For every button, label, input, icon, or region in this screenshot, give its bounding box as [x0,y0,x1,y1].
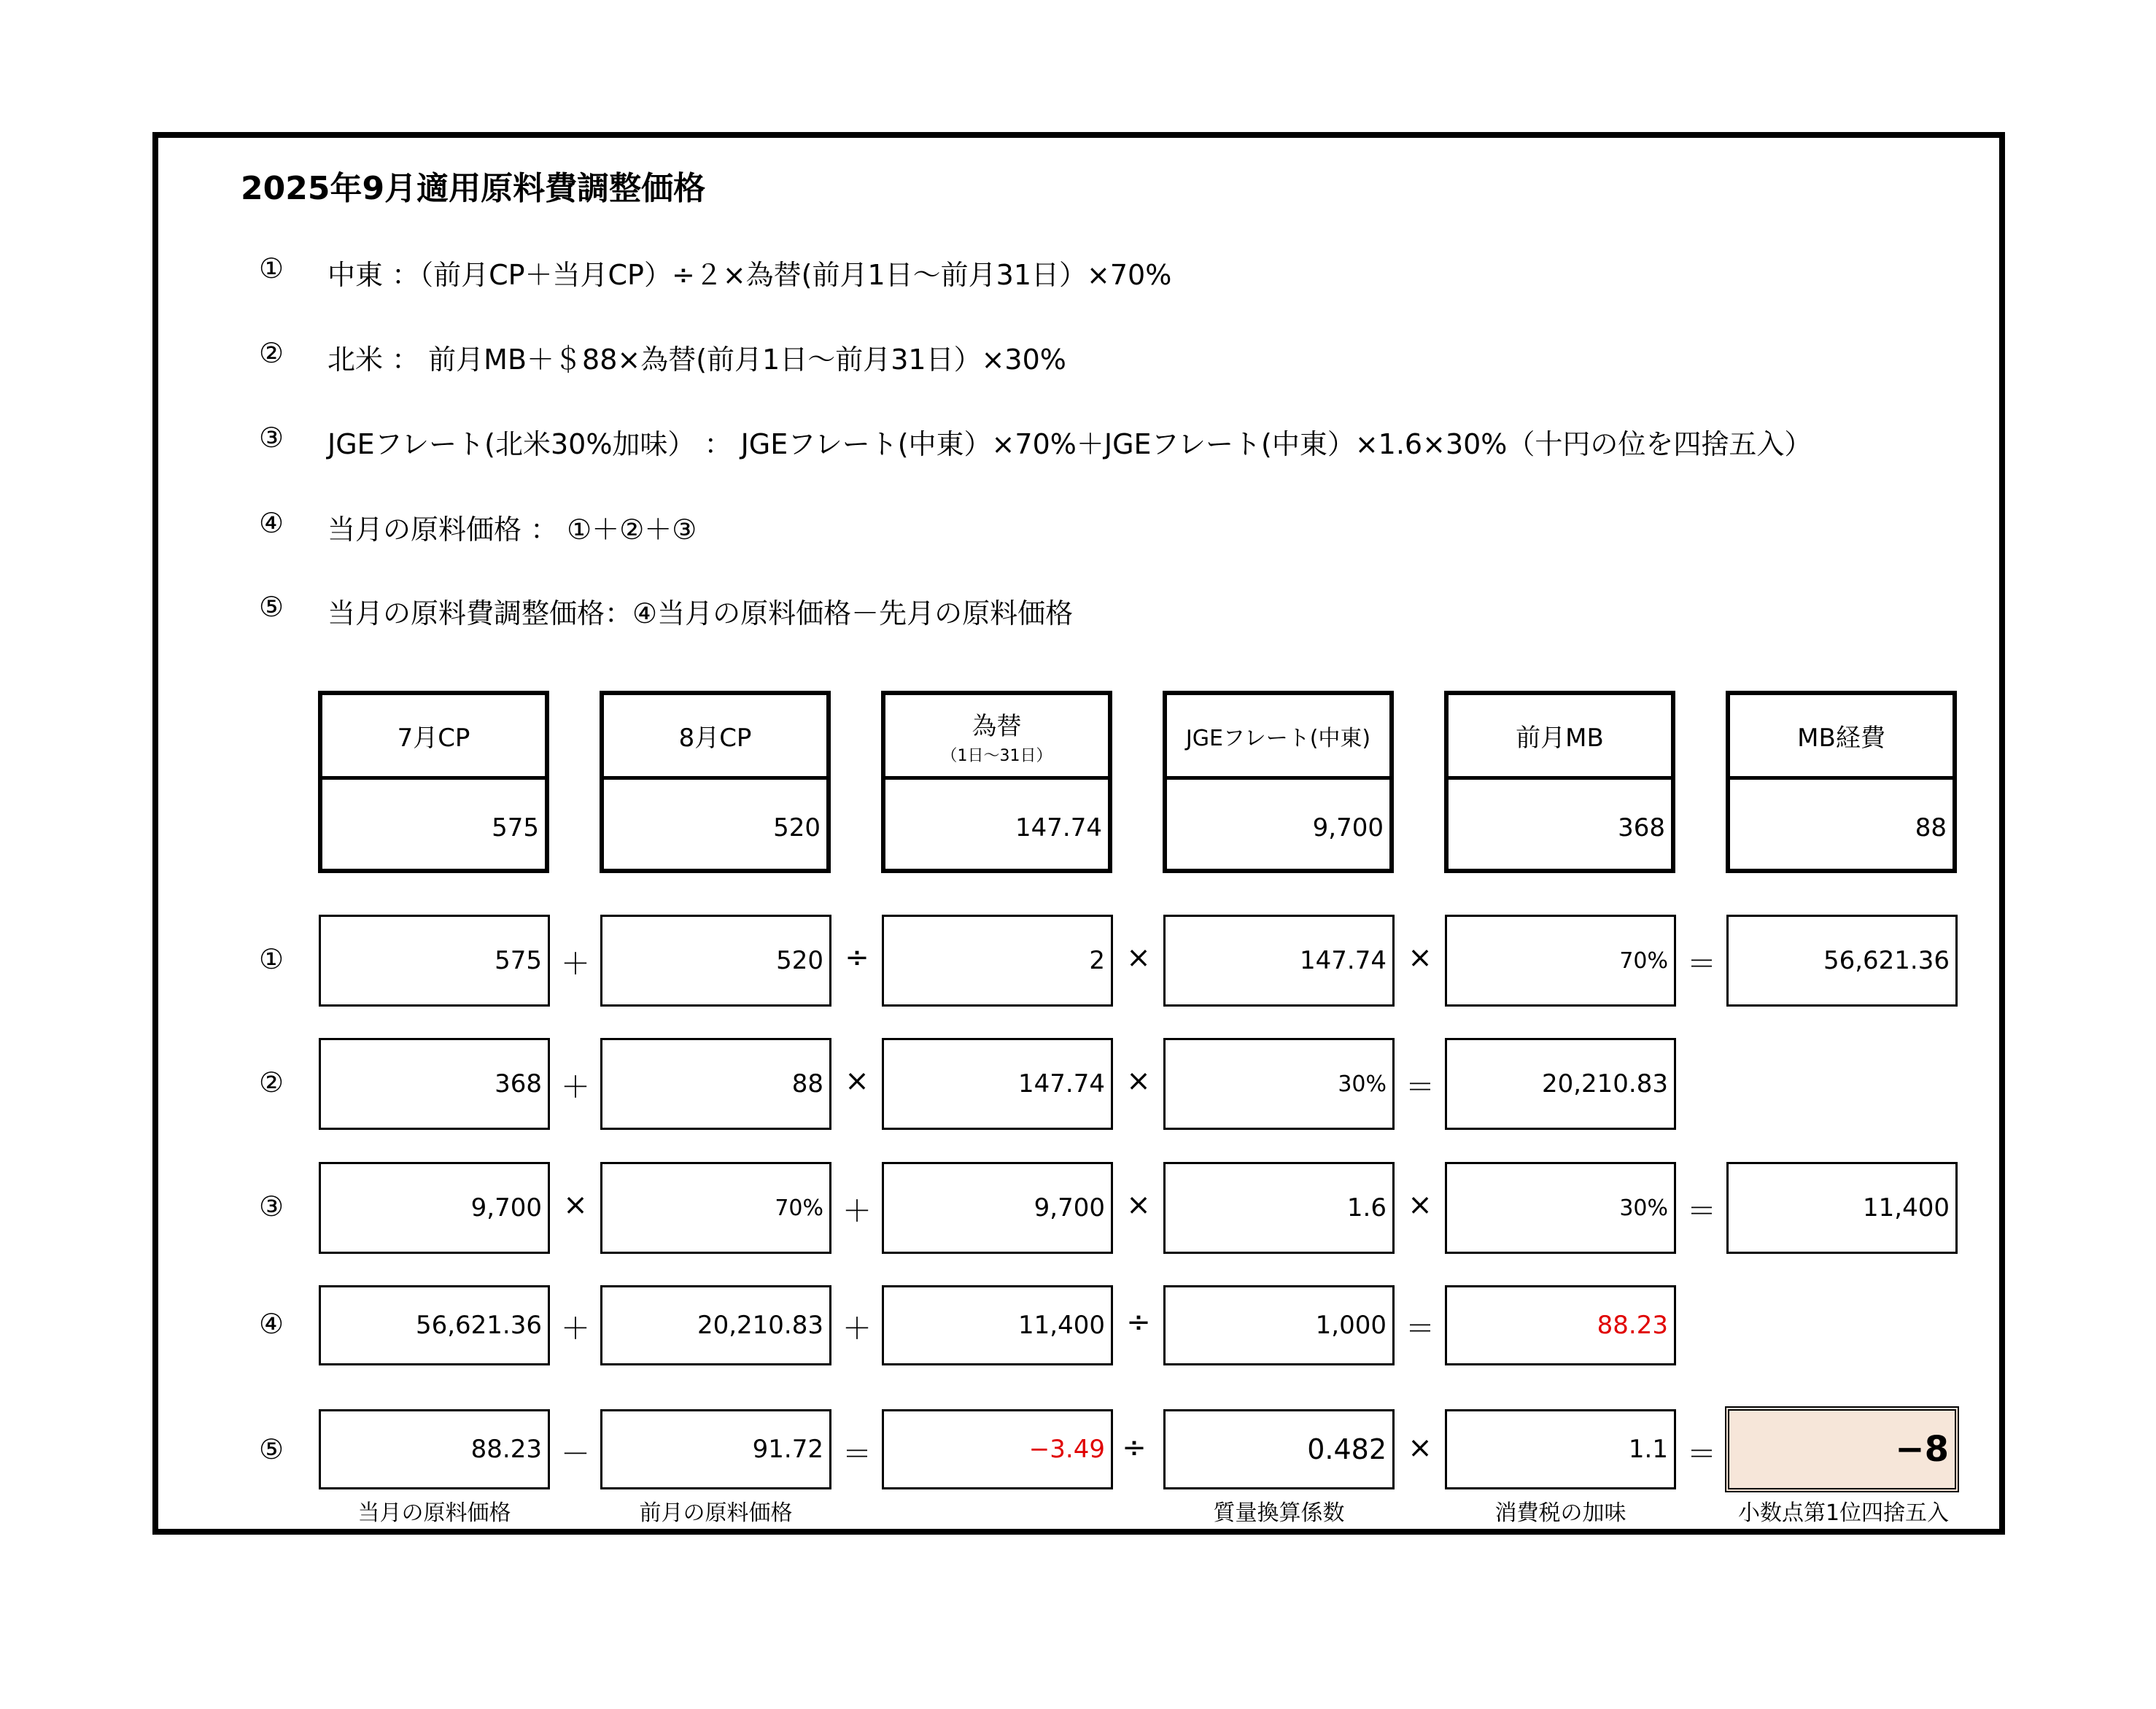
document-title: 2025年9月適用原料費調整価格 [241,170,706,207]
row-4-result: 88.23 [1445,1285,1676,1365]
caption-current-month-price: 当月の原料価格 [357,1500,511,1526]
row-3-operator: × [563,1188,588,1222]
formula-3-number: ③ [259,422,284,454]
header-box-exchange-rate [881,691,1112,873]
row-2-label: ② [259,1066,284,1098]
header-value: 368 [1618,813,1665,842]
row-5-cell: 91.72 [600,1409,831,1489]
header-label: JGEフレート(中東) [1167,695,1389,780]
row-1-result: 56,621.36 [1726,915,1958,1007]
header-box-mb-cost [1726,691,1957,873]
row-3-result: 11,400 [1726,1162,1958,1254]
row-4-operator: ＋ [561,1312,590,1346]
row-1-operator: × [1408,941,1432,974]
row-1-label: ① [259,943,284,975]
formula-2-number: ② [259,337,284,369]
caption-consumption-tax: 消費税の加味 [1494,1500,1626,1526]
row-5-operator: ＝ [842,1438,872,1471]
header-box-july-cp [318,691,549,873]
row-3-cell: 1.6 [1163,1162,1395,1254]
row-5-label: ⑤ [259,1433,284,1465]
row-3-label: ③ [259,1190,284,1222]
row-5-cell: 1.1 [1445,1409,1676,1489]
header-sublabel: （1日～31日） [941,746,1052,765]
row-4-operator: ÷ [1126,1306,1151,1339]
row-2-cell: 368 [319,1038,550,1130]
header-label: 前月MB [1449,695,1671,780]
header-label: 8月CP [604,695,826,780]
formula-5-text: 当月の原料費調整価格：④当月の原料価格－先月の原料価格 [327,597,1074,629]
row-5-operator: ÷ [1122,1431,1147,1465]
formula-5-number: ⑤ [259,591,284,623]
final-adjustment-result: −8 [1725,1406,1959,1492]
formula-4-text: 当月の原料価格 ： ①＋②＋③ [327,514,697,546]
row-2-cell: 147.74 [882,1038,1113,1130]
header-value: 520 [773,813,821,842]
row-3-cell: 9,700 [319,1162,550,1254]
row-4-cell: 1,000 [1163,1285,1395,1365]
formula-1-number: ① [259,252,284,284]
row-4-cell: 20,210.83 [600,1285,831,1365]
row-3-operator: ＋ [842,1195,872,1228]
row-5-operator: ＝ [1687,1438,1716,1471]
formula-2-text: 北米 ： 前月MB＋＄88×為替(前月1日～前月31日）×30% [327,344,1066,376]
row-2-operator: × [845,1064,869,1098]
row-2-operator: ＋ [561,1071,590,1104]
row-1-cell: 2 [882,915,1113,1007]
row-3-cell: 9,700 [882,1162,1113,1254]
row-3-operator: × [1126,1188,1151,1222]
header-label: MB経費 [1730,695,1953,780]
formula-1-text: 中東 ：（前月CP＋当月CP）÷２×為替(前月1日～前月31日）×70% [327,259,1172,291]
header-box-prev-mb [1444,691,1675,873]
row-5-operator: × [1408,1431,1432,1465]
header-box-jge-freight [1163,691,1394,873]
row-3-cell: 70% [600,1162,831,1254]
row-4-cell: 11,400 [882,1285,1113,1365]
row-1-operator: ＝ [1687,947,1716,981]
header-value: 575 [492,813,539,842]
caption-rounding-note: 小数点第1位四捨五入 [1737,1500,1950,1526]
row-5-cell: 0.482 [1163,1409,1395,1489]
row-5-cell: 88.23 [319,1409,550,1489]
header-value: 147.74 [1015,813,1102,842]
row-1-operator: × [1126,941,1151,974]
row-1-cell: 70% [1445,915,1676,1007]
header-box-august-cp [600,691,831,873]
caption-previous-month-price: 前月の原料価格 [639,1500,793,1526]
caption-mass-conversion-factor: 質量換算係数 [1213,1500,1345,1526]
row-2-cell: 88 [600,1038,831,1130]
row-1-cell: 520 [600,915,831,1007]
row-5-cell: −3.49 [882,1409,1113,1489]
row-1-cell: 575 [319,915,550,1007]
row-4-cell: 56,621.36 [319,1285,550,1365]
header-label: 7月CP [322,695,545,780]
row-3-operator: ＝ [1687,1195,1716,1228]
formula-4-number: ④ [259,507,284,539]
header-value: 9,700 [1312,813,1384,842]
row-4-operator: ＝ [1405,1312,1435,1346]
row-5-operator: － [561,1438,590,1471]
row-2-operator: × [1126,1064,1151,1098]
row-4-operator: ＋ [842,1312,872,1346]
row-3-cell: 30% [1445,1162,1676,1254]
row-4-label: ④ [259,1308,284,1340]
header-label: 為替 （1日～31日） [885,695,1108,780]
row-1-operator: ÷ [845,941,869,974]
row-2-cell: 30% [1163,1038,1395,1130]
row-2-operator: ＝ [1405,1071,1435,1104]
row-1-operator: ＋ [561,947,590,981]
row-2-result: 20,210.83 [1445,1038,1676,1130]
header-value: 88 [1915,813,1947,842]
row-3-operator: × [1408,1188,1432,1222]
formula-3-text: JGEフレート(北米30%加味） ： JGEフレート(中東）×70%＋JGEフレート(中東）×1.6×30%（十円の位を四捨五入） [327,428,1812,460]
row-1-cell: 147.74 [1163,915,1395,1007]
